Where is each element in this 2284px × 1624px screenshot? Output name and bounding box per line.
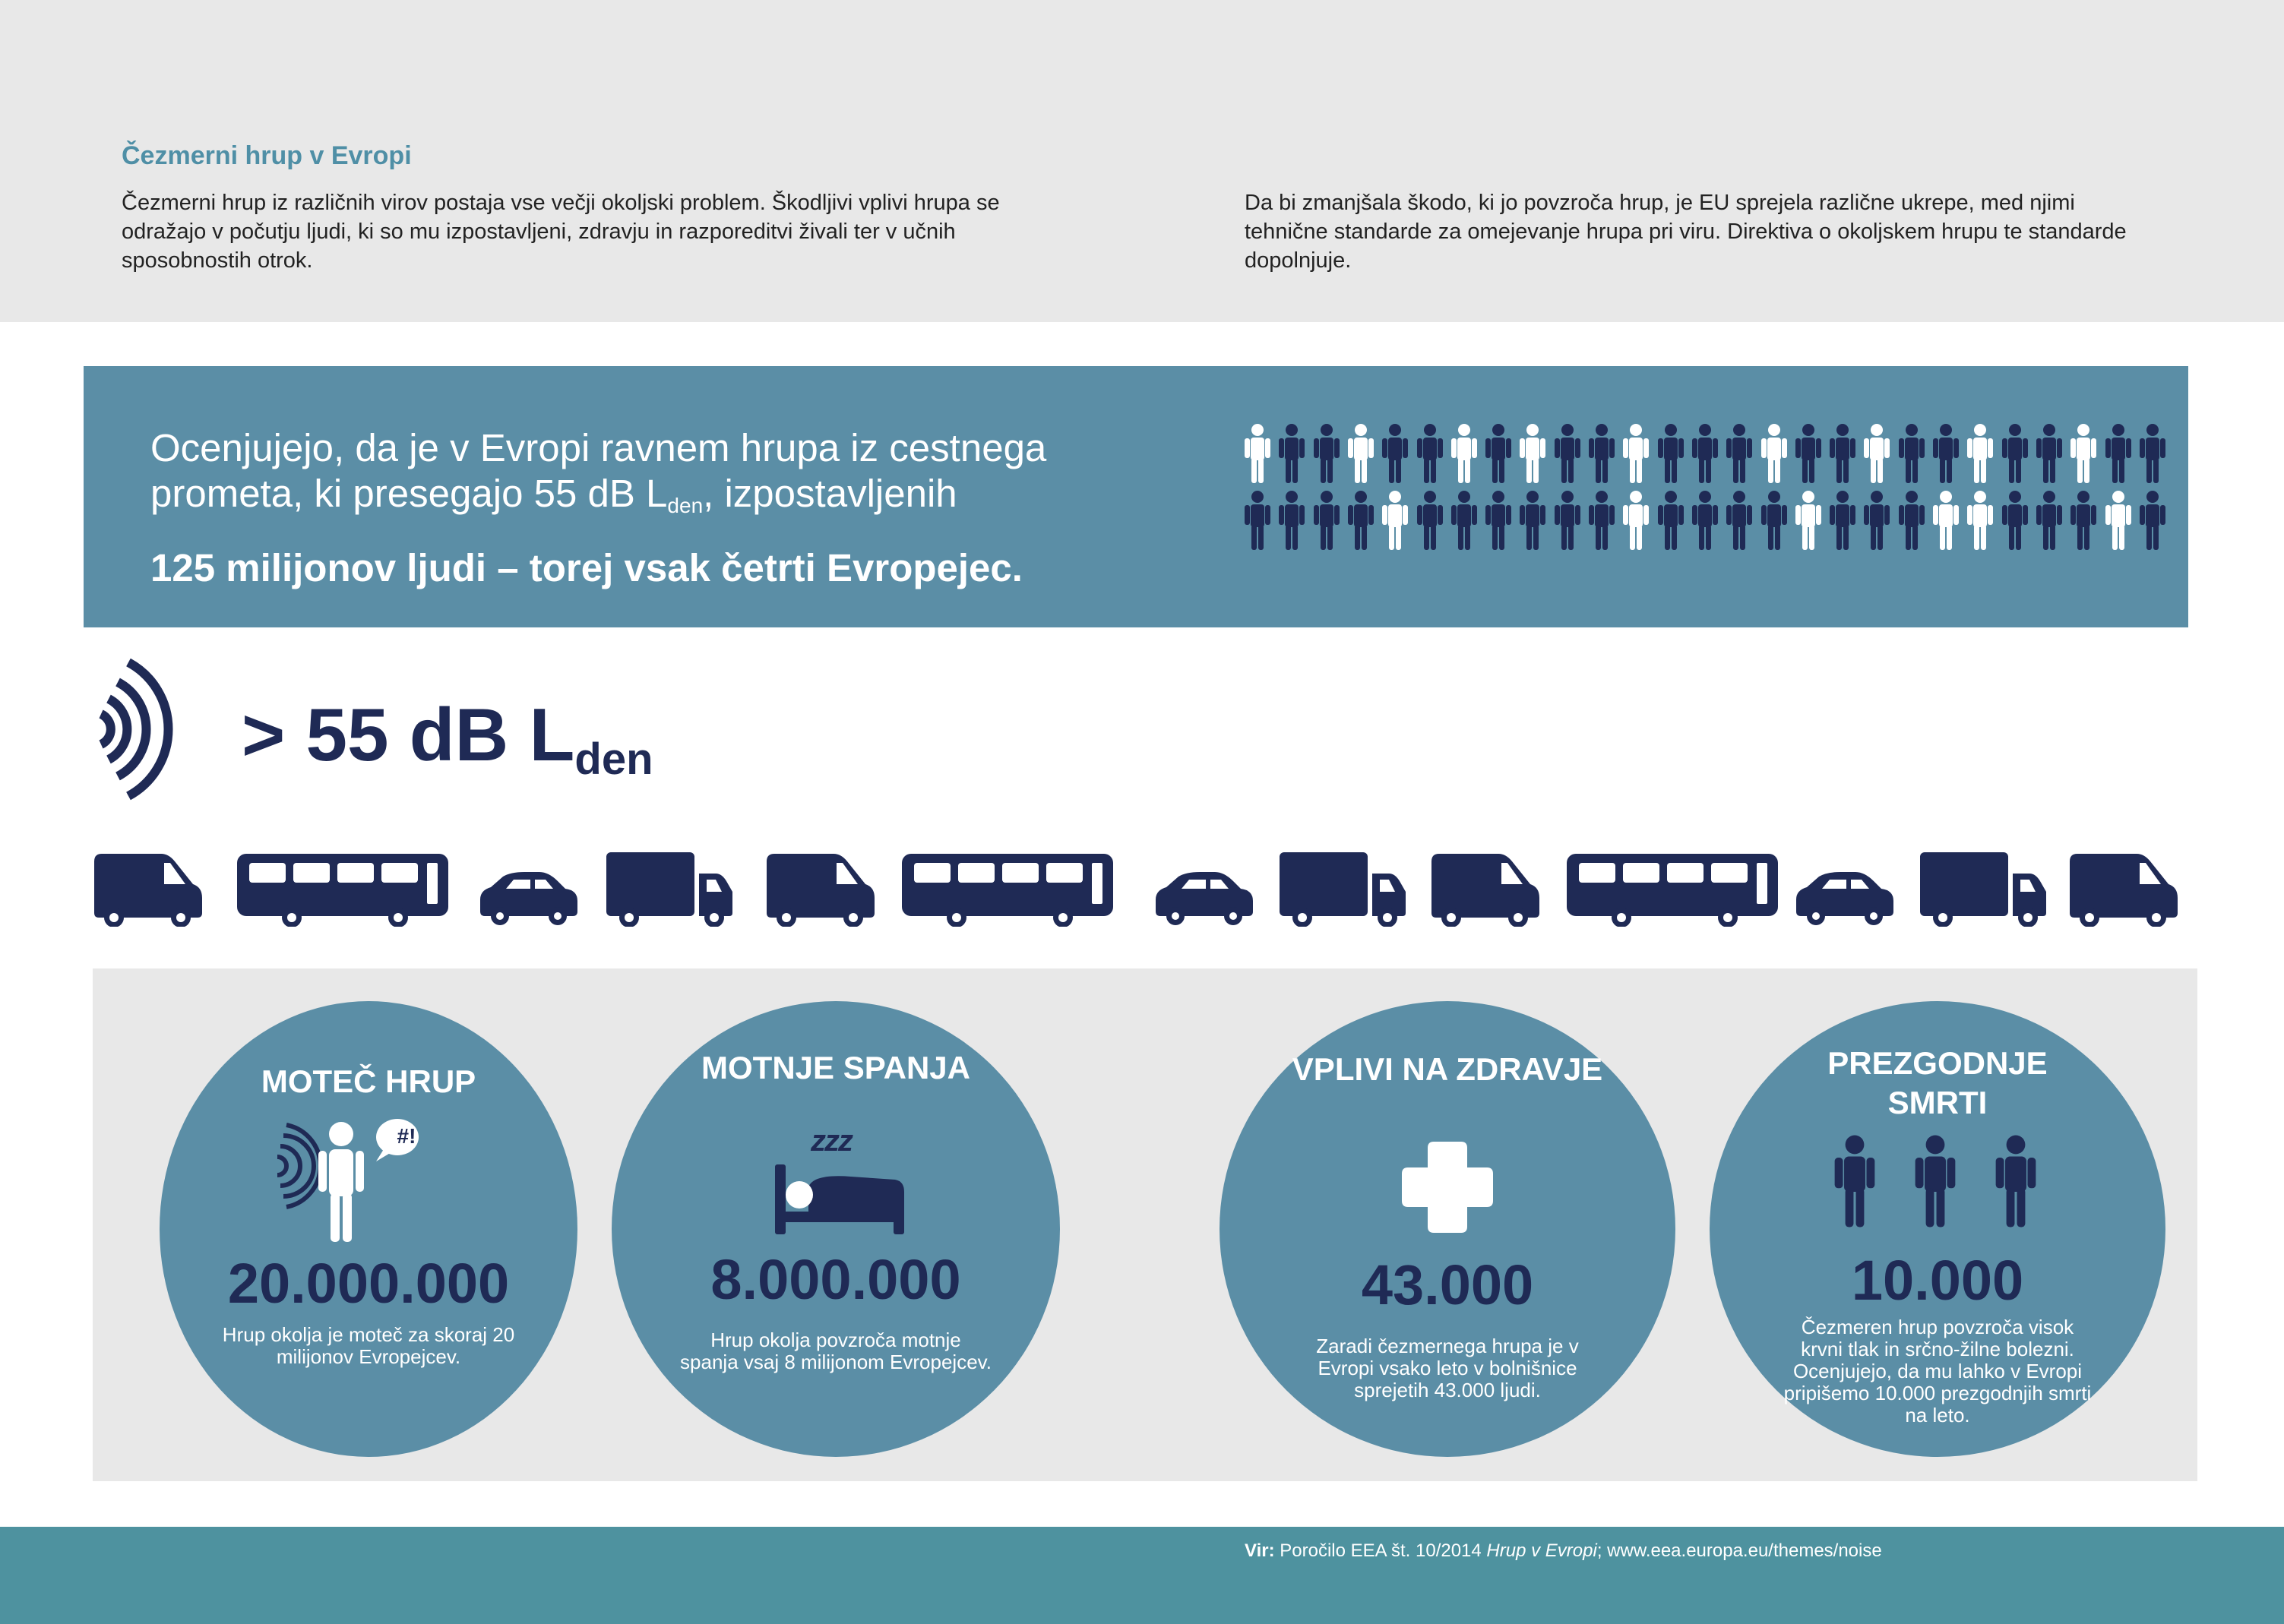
person-icon (1517, 423, 1548, 488)
sound-waves-icon (95, 646, 201, 813)
van-icon (1428, 851, 1542, 930)
impact-description: Čezmeren hrup povzroča visok krvni tlak in srčno-žilne bolezni. Ocenjujejo, da mu lahko v Evropi pripišemo 10.000 prezgodnjih smrti na leto. (1783, 1316, 2092, 1427)
impact-title: PREZGODNJE SMRTI (1827, 1045, 2048, 1120)
impact-description: Zaradi čezmernega hrupa je v Evropi vsako leto v bolnišnice sprejetih 43.000 ljudi. (1316, 1335, 1579, 1401)
impact-circle-health (1220, 1001, 1675, 1457)
impact-number: 8.000.000 (710, 1248, 961, 1311)
impact-number: 43.000 (1361, 1253, 1534, 1316)
person-icon (2137, 423, 2168, 488)
banner-line-2-sub: den (667, 494, 704, 517)
person-icon (2068, 490, 2099, 554)
banner-line-2-start: prometa, ki presegajo 55 dB L (150, 472, 668, 515)
impact-circle-annoyance (160, 1001, 577, 1457)
van-icon (91, 851, 205, 930)
truck-icon (605, 851, 735, 930)
vehicles-row (91, 843, 2203, 942)
three-people-icon (1831, 1134, 2044, 1233)
impact-title: VPLIVI NA ZDRAVJE (1292, 1051, 1603, 1087)
intro-right-paragraph: Da bi zmanjšala škodo, ki jo povzroča hrup, je EU sprejela različne ukrepe, med njimi tehnične standarde za omejevanje hrupa pri viru. Direktiva o okoljskem hrupu te standarde dopolnjuje. (1245, 191, 2127, 273)
person-icon (1759, 490, 1789, 554)
person-icon (2068, 423, 2099, 488)
person-icon (2103, 490, 2134, 554)
person-icon (1931, 423, 1961, 488)
person-icon (1586, 423, 1617, 488)
person-icon (1827, 423, 1858, 488)
source-text-before: Poročilo EEA št. 10/2014 (1274, 1540, 1487, 1561)
footer-band (0, 1527, 2284, 1624)
person-icon (1415, 490, 1445, 554)
source-text-after: ; www.eea.europa.eu/themes/noise (1596, 1540, 1882, 1561)
person-icon (2000, 423, 2030, 488)
person-icon (1483, 490, 1514, 554)
person-icon (1242, 490, 1273, 554)
intro-title: Čezmerni hrup v Evropi (122, 141, 412, 170)
person-icon (1380, 490, 1410, 554)
person-icon (1690, 423, 1720, 488)
impact-circle-deaths (1710, 1001, 2165, 1457)
person-icon (1896, 490, 1927, 554)
bus-icon (1565, 851, 1779, 930)
medical-cross-icon (1402, 1142, 1493, 1233)
impact-circle-sleep (612, 1001, 1060, 1457)
person-icon (1415, 423, 1445, 488)
person-icon (1621, 490, 1651, 554)
person-icon (1862, 490, 1892, 554)
person-icon (1965, 490, 1995, 554)
source-label: Vir: (1245, 1540, 1275, 1561)
person-icon (1724, 490, 1754, 554)
impact-title: MOTNJE SPANJA (701, 1050, 970, 1085)
person-icon (1346, 423, 1376, 488)
impact-number: 20.000.000 (227, 1252, 510, 1315)
banner-line-1: Ocenjujejo, da je v Evropi ravnem hrupa iz cestnega (150, 426, 1047, 469)
banner-text (150, 425, 1275, 591)
intro-section (0, 0, 2284, 322)
person-icon (1793, 423, 1824, 488)
van-icon (2067, 851, 2181, 930)
threshold-label (242, 693, 653, 801)
person-icon (1346, 490, 1376, 554)
van-icon (764, 851, 878, 930)
banner-line-2-end: , izpostavljenih (703, 472, 957, 515)
person-icon (1311, 490, 1342, 554)
person-icon (1449, 490, 1479, 554)
person-icon (1656, 490, 1686, 554)
person-icon (1276, 423, 1307, 488)
car-icon (477, 851, 580, 930)
person-icon (1517, 490, 1548, 554)
car-icon (1793, 851, 1896, 930)
truck-icon (1919, 851, 2049, 930)
bubble-text: #! (397, 1124, 416, 1148)
person-icon (1862, 423, 1892, 488)
person-icon (1586, 490, 1617, 554)
car-icon (1153, 851, 1256, 930)
impact-description: Hrup okolja povzroča motnje spanja vsaj 8 milijonom Evropejcev. (680, 1329, 992, 1373)
person-icon (1827, 490, 1858, 554)
person-icon (1931, 490, 1961, 554)
person-icon (1552, 490, 1583, 554)
person-icon (1690, 490, 1720, 554)
source-italic: Hrup v Evropi (1486, 1540, 1597, 1561)
zzz-icon: zzz (811, 1124, 852, 1158)
exposure-banner (84, 366, 2188, 627)
impact-description: Hrup okolja je moteč za skoraj 20 milijonov Evropejcev. (222, 1323, 515, 1368)
threshold-sub: den (574, 735, 653, 784)
impact-number: 10.000 (1851, 1249, 2024, 1312)
person-icon (1242, 423, 1273, 488)
person-icon (2034, 423, 2064, 488)
person-icon (2000, 490, 2030, 554)
person-icon (1380, 423, 1410, 488)
person-icon (1311, 423, 1342, 488)
person-icon (2137, 490, 2168, 554)
person-icon (1656, 423, 1686, 488)
person-icon (1621, 423, 1651, 488)
person-icon (1965, 423, 1995, 488)
person-icon (1552, 423, 1583, 488)
source-note (1245, 1540, 1882, 1562)
intro-left-paragraph: Čezmerni hrup iz različnih virov postaja vse večji okoljski problem. Škodljivi vplivi hrupa se odražajo v počutju ljudi, ki so mu izpostavljeni, zdravju in razporeditvi živali ter v učnih sposobnostih otrok. (122, 191, 1000, 273)
threshold-prefix: > 55 dB L (242, 693, 575, 776)
truck-icon (1278, 851, 1409, 930)
person-icon (1276, 490, 1307, 554)
bus-icon (236, 851, 450, 930)
people-pictogram-grid (1242, 423, 2131, 567)
person-icon (1483, 423, 1514, 488)
person-icon (1449, 423, 1479, 488)
person-icon (2034, 490, 2064, 554)
person-icon (1759, 423, 1789, 488)
person-icon (1724, 423, 1754, 488)
person-icon (1896, 423, 1927, 488)
impact-title: MOTEČ HRUP (261, 1063, 476, 1099)
banner-line-2 (150, 471, 1275, 529)
bus-icon (900, 851, 1115, 930)
banner-highlight: 125 milijonov ljudi – torej vsak četrti Evropejec. (150, 546, 1023, 589)
person-icon (1793, 490, 1824, 554)
person-icon (2103, 423, 2134, 488)
